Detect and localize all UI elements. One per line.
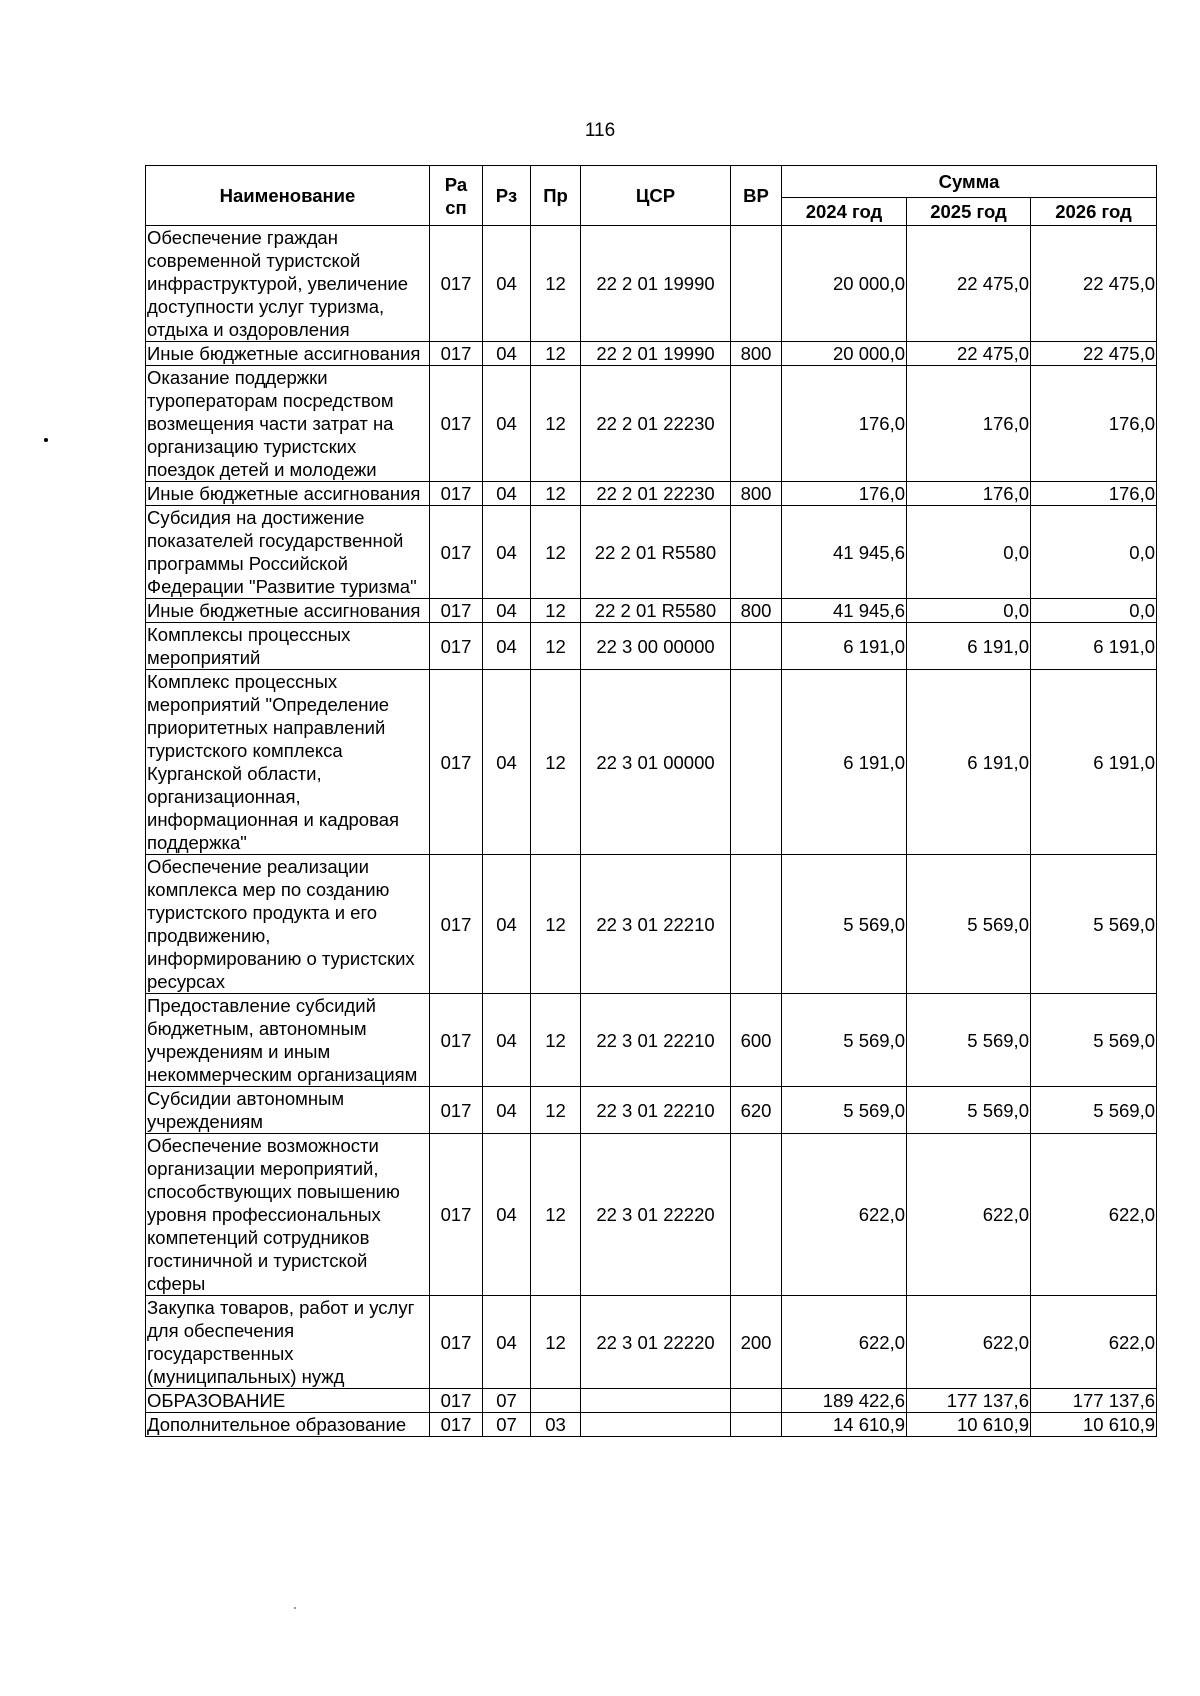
row-2025-cell: 176,0 (907, 366, 1031, 482)
row-rz-cell: 04 (483, 855, 531, 994)
row-csr-cell: 22 2 01 19990 (581, 226, 731, 342)
row-rasp-cell: 017 (430, 1087, 483, 1134)
row-vr-cell (731, 1413, 782, 1437)
row-name-cell: Комплексы процессных мероприятий (146, 623, 430, 670)
table-row (146, 366, 1157, 482)
row-pr-cell: 12 (531, 623, 581, 670)
row-2026-cell: 22 475,0 (1031, 226, 1157, 342)
row-2024-cell: 6 191,0 (782, 623, 907, 670)
row-2026-cell: 176,0 (1031, 482, 1157, 506)
row-vr-cell (731, 1134, 782, 1296)
row-pr-cell: 12 (531, 1134, 581, 1296)
row-name-cell: Закупка товаров, работ и услуг для обеспечения государственных (муниципальных) нужд (146, 1296, 430, 1389)
budget-table (145, 165, 1157, 1437)
row-csr-cell: 22 2 01 19990 (581, 342, 731, 366)
row-csr-cell: 22 2 01 R5580 (581, 506, 731, 599)
table-row (146, 623, 1157, 670)
row-pr-cell: 12 (531, 599, 581, 623)
row-2024-cell: 6 191,0 (782, 670, 907, 855)
table-row (146, 1296, 1157, 1389)
header-pr: Пр (531, 166, 581, 226)
page-number: 116 (584, 120, 616, 141)
table-row (146, 994, 1157, 1087)
row-pr-cell: 12 (531, 1087, 581, 1134)
row-rz-cell: 07 (483, 1413, 531, 1437)
row-2026-cell: 10 610,9 (1031, 1413, 1157, 1437)
table-row (146, 226, 1157, 342)
row-pr-cell: 12 (531, 994, 581, 1087)
table-header (146, 166, 1157, 226)
row-2026-cell: 622,0 (1031, 1296, 1157, 1389)
row-csr-cell (581, 1389, 731, 1413)
row-2024-cell: 20 000,0 (782, 342, 907, 366)
table-row (146, 670, 1157, 855)
row-rasp-cell: 017 (430, 1134, 483, 1296)
row-csr-cell: 22 3 01 22210 (581, 994, 731, 1087)
row-name-cell: Комплекс процессных мероприятий "Определение приоритетных направлений туристского комплекса Курганской области, организационная, информационная и кадровая поддержка" (146, 670, 430, 855)
row-pr-cell (531, 1389, 581, 1413)
row-2024-cell: 41 945,6 (782, 506, 907, 599)
row-2024-cell: 41 945,6 (782, 599, 907, 623)
row-rz-cell: 04 (483, 342, 531, 366)
row-vr-cell (731, 226, 782, 342)
row-rasp-cell: 017 (430, 342, 483, 366)
row-rz-cell: 04 (483, 670, 531, 855)
row-2024-cell: 622,0 (782, 1134, 907, 1296)
row-name-cell: Обеспечение возможности организации мероприятий, способствующих повышению уровня профессиональных компетенций сотрудников гостиничной и туристской сферы (146, 1134, 430, 1296)
row-pr-cell: 12 (531, 482, 581, 506)
row-2026-cell: 5 569,0 (1031, 994, 1157, 1087)
row-csr-cell: 22 2 01 22230 (581, 366, 731, 482)
row-name-cell: Иные бюджетные ассигнования (146, 342, 430, 366)
row-csr-cell: 22 2 01 R5580 (581, 599, 731, 623)
header-rasp-line2: сп (445, 196, 467, 218)
row-2026-cell: 622,0 (1031, 1134, 1157, 1296)
row-vr-cell: 800 (731, 599, 782, 623)
row-rasp-cell: 017 (430, 670, 483, 855)
row-rasp-cell: 017 (430, 994, 483, 1087)
row-2025-cell: 5 569,0 (907, 855, 1031, 994)
row-2025-cell: 5 569,0 (907, 994, 1031, 1087)
table-row (146, 1389, 1157, 1413)
row-pr-cell: 12 (531, 342, 581, 366)
row-2024-cell: 189 422,6 (782, 1389, 907, 1413)
header-rasp-line1: Ра (444, 173, 468, 195)
row-rasp-cell: 017 (430, 855, 483, 994)
row-2025-cell: 6 191,0 (907, 670, 1031, 855)
row-pr-cell: 12 (531, 506, 581, 599)
row-2024-cell: 622,0 (782, 1296, 907, 1389)
header-2024: 2024 год (782, 198, 907, 226)
row-vr-cell: 800 (731, 482, 782, 506)
row-rz-cell: 04 (483, 1296, 531, 1389)
row-vr-cell (731, 366, 782, 482)
row-rasp-cell: 017 (430, 366, 483, 482)
row-rz-cell: 07 (483, 1389, 531, 1413)
row-vr-cell (731, 670, 782, 855)
row-name-cell: Субсидии автономным учреждениям (146, 1087, 430, 1134)
row-2024-cell: 5 569,0 (782, 994, 907, 1087)
row-pr-cell: 12 (531, 366, 581, 482)
row-2026-cell: 0,0 (1031, 599, 1157, 623)
row-name-cell: Предоставление субсидий бюджетным, автономным учреждениям и иным некоммерческим организациям (146, 994, 430, 1087)
row-2025-cell: 622,0 (907, 1296, 1031, 1389)
row-vr-cell (731, 855, 782, 994)
row-rasp-cell: 017 (430, 1413, 483, 1437)
header-name: Наименование (146, 166, 430, 226)
table-row (146, 506, 1157, 599)
row-rz-cell: 04 (483, 994, 531, 1087)
table-row (146, 1413, 1157, 1437)
row-2025-cell: 6 191,0 (907, 623, 1031, 670)
row-2024-cell: 20 000,0 (782, 226, 907, 342)
row-vr-cell: 800 (731, 342, 782, 366)
header-rz: Рз (483, 166, 531, 226)
row-csr-cell: 22 3 01 22210 (581, 855, 731, 994)
row-rasp-cell: 017 (430, 623, 483, 670)
row-vr-cell (731, 623, 782, 670)
row-rz-cell: 04 (483, 226, 531, 342)
header-sum: Сумма (782, 166, 1157, 198)
row-2026-cell: 177 137,6 (1031, 1389, 1157, 1413)
row-csr-cell: 22 3 01 22220 (581, 1134, 731, 1296)
header-vr: ВР (731, 166, 782, 226)
row-csr-cell: 22 3 01 00000 (581, 670, 731, 855)
row-pr-cell: 12 (531, 855, 581, 994)
row-2024-cell: 176,0 (782, 482, 907, 506)
table-row (146, 855, 1157, 994)
row-vr-cell (731, 506, 782, 599)
row-vr-cell: 600 (731, 994, 782, 1087)
header-csr: ЦСР (581, 166, 731, 226)
row-2025-cell: 0,0 (907, 506, 1031, 599)
row-2025-cell: 622,0 (907, 1134, 1031, 1296)
row-rasp-cell: 017 (430, 226, 483, 342)
row-pr-cell: 12 (531, 226, 581, 342)
row-2025-cell: 5 569,0 (907, 1087, 1031, 1134)
row-2026-cell: 6 191,0 (1031, 623, 1157, 670)
row-vr-cell (731, 1389, 782, 1413)
row-rz-cell: 04 (483, 623, 531, 670)
row-rasp-cell: 017 (430, 599, 483, 623)
table-row (146, 482, 1157, 506)
row-name-cell: Обеспечение реализации комплекса мер по созданию туристского продукта и его продвижению, информированию о туристских ресурсах (146, 855, 430, 994)
scan-speck-faint (294, 1607, 296, 1609)
row-2026-cell: 6 191,0 (1031, 670, 1157, 855)
row-2026-cell: 0,0 (1031, 506, 1157, 599)
row-csr-cell (581, 1413, 731, 1437)
table-row (146, 342, 1157, 366)
row-vr-cell: 620 (731, 1087, 782, 1134)
row-rz-cell: 04 (483, 1134, 531, 1296)
row-pr-cell: 12 (531, 670, 581, 855)
row-2025-cell: 176,0 (907, 482, 1031, 506)
row-name-cell: Оказание поддержки туроператорам посредством возмещения части затрат на организацию туристских поездок детей и молодежи (146, 366, 430, 482)
row-csr-cell: 22 3 00 00000 (581, 623, 731, 670)
row-pr-cell: 03 (531, 1413, 581, 1437)
row-2025-cell: 22 475,0 (907, 342, 1031, 366)
row-csr-cell: 22 2 01 22230 (581, 482, 731, 506)
row-2025-cell: 22 475,0 (907, 226, 1031, 342)
row-csr-cell: 22 3 01 22220 (581, 1296, 731, 1389)
header-rasp (430, 166, 483, 226)
table-row (146, 599, 1157, 623)
row-rz-cell: 04 (483, 482, 531, 506)
row-2026-cell: 5 569,0 (1031, 1087, 1157, 1134)
row-rasp-cell: 017 (430, 482, 483, 506)
table-row (146, 1087, 1157, 1134)
header-2025: 2025 год (907, 198, 1031, 226)
row-rasp-cell: 017 (430, 506, 483, 599)
row-rz-cell: 04 (483, 1087, 531, 1134)
row-2025-cell: 0,0 (907, 599, 1031, 623)
header-2026: 2026 год (1031, 198, 1157, 226)
row-2026-cell: 176,0 (1031, 366, 1157, 482)
row-rz-cell: 04 (483, 366, 531, 482)
row-rz-cell: 04 (483, 506, 531, 599)
row-2025-cell: 177 137,6 (907, 1389, 1031, 1413)
row-name-cell: Обеспечение граждан современной туристской инфраструктурой, увеличение доступности услуг туризма, отдыха и оздоровления (146, 226, 430, 342)
row-2024-cell: 5 569,0 (782, 1087, 907, 1134)
table-body (146, 226, 1157, 1437)
row-2025-cell: 10 610,9 (907, 1413, 1031, 1437)
row-name-cell: Иные бюджетные ассигнования (146, 599, 430, 623)
row-name-cell: Субсидия на достижение показателей государственной программы Российской Федерации "Развитие туризма" (146, 506, 430, 599)
row-name-cell: Иные бюджетные ассигнования (146, 482, 430, 506)
row-rasp-cell: 017 (430, 1389, 483, 1413)
row-name-cell: ОБРАЗОВАНИЕ (146, 1389, 430, 1413)
row-vr-cell: 200 (731, 1296, 782, 1389)
row-csr-cell: 22 3 01 22210 (581, 1087, 731, 1134)
row-2026-cell: 22 475,0 (1031, 342, 1157, 366)
row-pr-cell: 12 (531, 1296, 581, 1389)
table-row (146, 1134, 1157, 1296)
row-2026-cell: 5 569,0 (1031, 855, 1157, 994)
row-rasp-cell: 017 (430, 1296, 483, 1389)
row-2024-cell: 14 610,9 (782, 1413, 907, 1437)
row-2024-cell: 5 569,0 (782, 855, 907, 994)
row-rz-cell: 04 (483, 599, 531, 623)
scan-speck (44, 438, 48, 442)
row-2024-cell: 176,0 (782, 366, 907, 482)
row-name-cell: Дополнительное образование (146, 1413, 430, 1437)
